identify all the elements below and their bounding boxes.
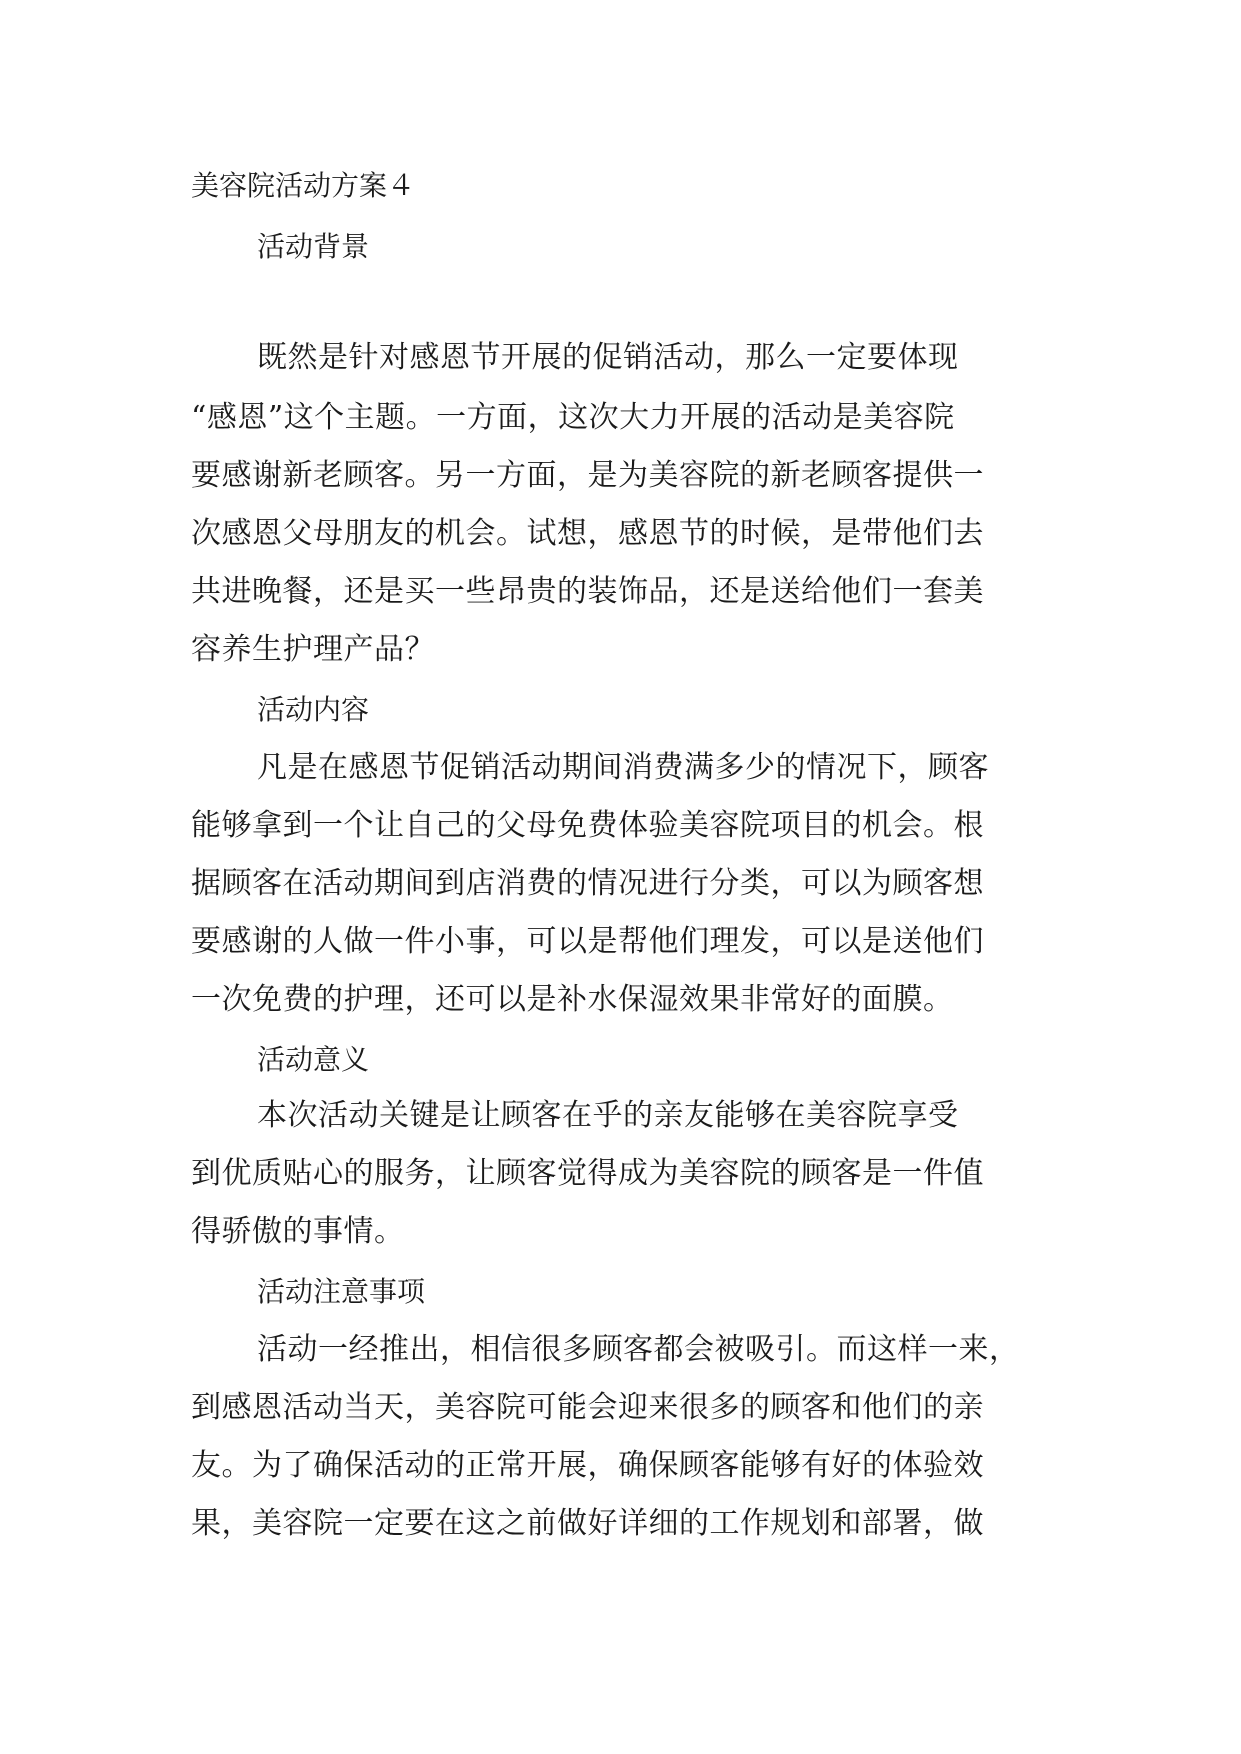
- section-heading-significance: 活动意义: [257, 1043, 370, 1076]
- paragraph-line: 到感恩活动当天，美容院可能会迎来很多的顾客和他们的亲: [191, 1390, 984, 1425]
- paragraph-line: 次感恩父母朋友的机会。试想，感恩节的时候，是带他们去: [191, 516, 984, 551]
- paragraph-line: 要感谢的人做一件小事，可以是帮他们理发，可以是送他们: [191, 924, 984, 959]
- section-heading-notes: 活动注意事项: [257, 1275, 426, 1308]
- paragraph-line: 果，美容院一定要在这之前做好详细的工作规划和部署，做: [191, 1506, 984, 1541]
- paragraph-line: 活动一经推出，相信很多顾客都会被吸引。而这样一来，: [257, 1332, 1020, 1367]
- paragraph-line: “感恩”这个主题。一方面，这次大力开展的活动是美容院: [191, 400, 955, 435]
- paragraph-line: 凡是在感恩节促销活动期间消费满多少的情况下，顾客: [257, 750, 989, 785]
- paragraph-line: 能够拿到一个让自己的父母免费体验美容院项目的机会。根: [191, 808, 984, 843]
- paragraph-line: 到优质贴心的服务，让顾客觉得成为美容院的顾客是一件值: [191, 1156, 984, 1191]
- paragraph-line: 据顾客在活动期间到店消费的情况进行分类，可以为顾客想: [191, 866, 984, 901]
- paragraph-line: 容养生护理产品？: [191, 632, 435, 667]
- section-heading-content: 活动内容: [257, 693, 370, 726]
- paragraph-line: 既然是针对感恩节开展的促销活动，那么一定要体现: [257, 340, 959, 375]
- paragraph-line: 友。为了确保活动的正常开展，确保顾客能够有好的体验效: [191, 1448, 984, 1483]
- paragraph-line: 一次免费的护理，还可以是补水保湿效果非常好的面膜。: [191, 982, 954, 1017]
- paragraph-line: 共进晚餐，还是买一些昂贵的装饰品，还是送给他们一套美: [191, 574, 984, 609]
- paragraph-line: 得骄傲的事情。: [191, 1214, 405, 1249]
- paragraph-line: 本次活动关键是让顾客在乎的亲友能够在美容院享受: [257, 1098, 959, 1133]
- document-title: 美容院活动方案４: [191, 169, 416, 202]
- section-heading-background: 活动背景: [257, 230, 370, 263]
- paragraph-line: 要感谢新老顾客。另一方面，是为美容院的新老顾客提供一: [191, 458, 984, 493]
